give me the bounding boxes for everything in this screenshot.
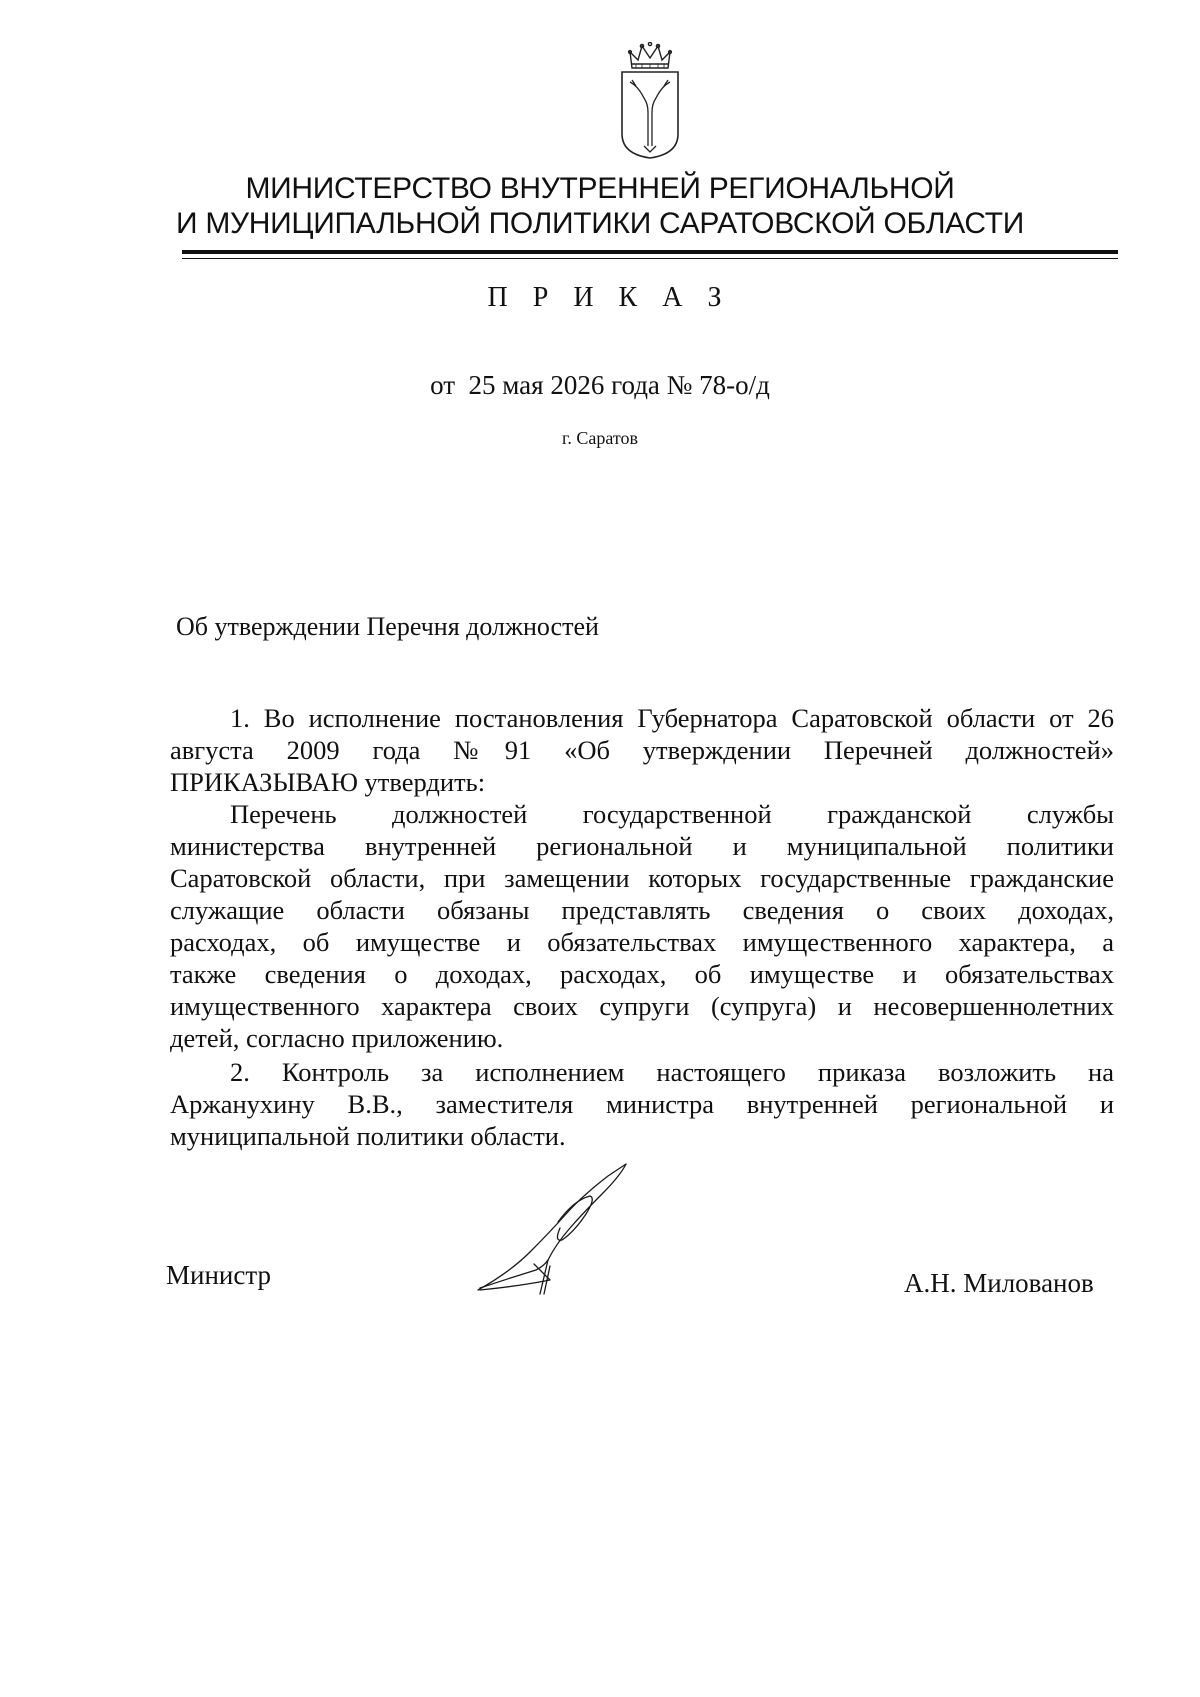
document-city: г. Саратов: [562, 428, 638, 448]
handwritten-signature: [470, 1160, 650, 1300]
body-line: муниципальной политики области.: [170, 1121, 566, 1151]
body-line: министерства внутренней региональной и муниципальной политики: [170, 831, 1114, 861]
signatory-name: А.Н. Милованов: [904, 1268, 1094, 1298]
body-line: Аржанухину В.В., заместителя министра внутренней региональной и: [170, 1089, 1114, 1119]
body-line: августа 2009 года №91 «Об утверждении Перечней должностей»: [170, 735, 1114, 765]
ministry-name-line-2: И МУНИЦИПАЛЬНОЙ ПОЛИТИКИ САРАТОВСКОЙ ОБЛАСТИ: [176, 207, 1024, 240]
body-line: детей, согласно приложению.: [170, 1023, 504, 1053]
document-subject: Об утверждении Перечня должностей: [176, 612, 599, 641]
signatory-title: Министр: [166, 1260, 271, 1290]
body-line: расходах, об имуществе и обязательствах имущественного характера, а: [170, 927, 1114, 957]
body-line: ПРИКАЗЫВАЮ утвердить:: [170, 767, 486, 797]
header-divider-thin: [182, 258, 1118, 259]
body-line: Перечень должностей государственной гражданской службы: [230, 799, 1114, 829]
body-line: имущественного характера своих супруги (супруга) и несовершеннолетних: [170, 991, 1114, 1021]
document-date-number: от 25 мая 2026 года № 78-о/д: [430, 370, 770, 400]
ministry-name-line-1: МИНИСТЕРСТВО ВНУТРЕННЕЙ РЕГИОНАЛЬНОЙ: [245, 172, 955, 205]
body-line: также сведения о доходах, расходах, об имуществе и обязательствах: [170, 959, 1114, 989]
body-line: Саратовской области, при замещении которых государственные гражданские: [170, 863, 1114, 893]
body-line: 1. Во исполнение постановления Губернатора Саратовской области от 26: [230, 703, 1114, 733]
coat-of-arms-icon: [618, 42, 682, 160]
body-line: 2. Контроль за исполнением настоящего приказа возложить на: [230, 1057, 1114, 1087]
document-type: П Р И К А З: [487, 282, 731, 313]
body-line: служащие области обязаны представлять сведения о своих доходах,: [170, 895, 1114, 925]
header-divider-thick: [182, 250, 1118, 254]
